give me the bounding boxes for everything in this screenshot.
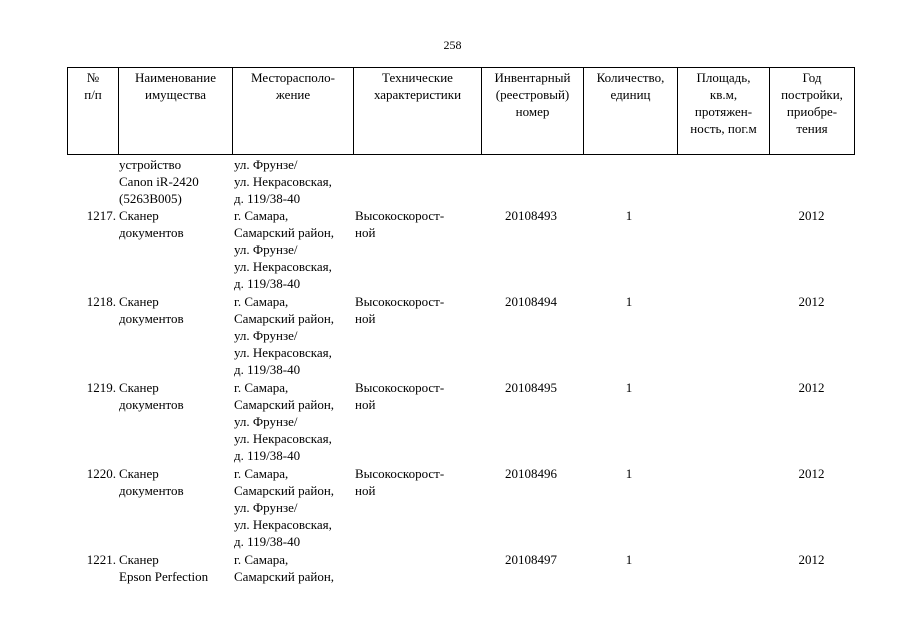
text-line: ной	[355, 397, 376, 412]
row-inventory-number: 20108493	[505, 208, 557, 223]
text-line: Месторасполо-	[251, 70, 335, 85]
table-row	[67, 207, 854, 293]
text-line: жение	[275, 87, 311, 102]
row-name	[119, 207, 231, 241]
text-line: Высокоскорост-	[355, 294, 445, 309]
row-inventory-number: 20108495	[505, 380, 557, 395]
header-cell-area	[678, 68, 770, 155]
text-line: ул. Некрасовская,	[234, 345, 332, 360]
text-line: характеристики	[373, 87, 462, 102]
text-line: ул. Некрасовская,	[234, 259, 332, 274]
row-name	[119, 293, 231, 327]
text-line: №	[86, 70, 100, 85]
text-line: Инвентарный	[494, 70, 571, 85]
text-line: ул. Фрунзе/	[234, 414, 298, 429]
row-quantity: 1	[625, 552, 633, 567]
row-name	[119, 465, 231, 499]
row-inventory-number: 20108496	[505, 466, 557, 481]
inventory-table-header	[67, 67, 855, 155]
row-inventory-number: 20108497	[505, 552, 557, 567]
text-line: ул. Некрасовская,	[234, 431, 332, 446]
row-location	[234, 293, 352, 378]
continuation-row	[67, 156, 854, 207]
header-cell-technical	[354, 68, 482, 155]
text-line: устройство	[119, 157, 182, 172]
row-number: 1219.	[86, 380, 116, 395]
text-line: Canon iR-2420	[119, 174, 199, 189]
text-line: Сканер	[119, 552, 159, 567]
text-line: г. Самара,	[234, 294, 289, 309]
row-year: 2012	[798, 466, 825, 481]
text-line: Сканер	[119, 466, 159, 481]
row-number: 1220.	[86, 466, 116, 481]
text-line: (5263B005)	[119, 191, 182, 206]
row-number: 1217.	[86, 208, 116, 223]
text-line: ул. Некрасовская,	[234, 517, 332, 532]
text-line: Количество,	[596, 70, 665, 85]
header-cell-location	[233, 68, 354, 155]
row-year: 2012	[798, 552, 825, 567]
text-line: ул. Фрунзе/	[234, 328, 298, 343]
inventory-table-body	[67, 156, 854, 591]
text-line: ной	[355, 483, 376, 498]
row-year: 2012	[798, 208, 825, 223]
text-line: ул. Фрунзе/	[234, 500, 298, 515]
text-line: г. Самара,	[234, 208, 289, 223]
text-line: г. Самара,	[234, 466, 289, 481]
text-line: д. 119/38-40	[234, 276, 301, 291]
row-location	[234, 465, 352, 550]
text-line: Высокоскорост-	[355, 208, 445, 223]
text-line: документов	[119, 397, 184, 412]
text-line: Наименование	[135, 70, 216, 85]
text-line: документов	[119, 483, 184, 498]
row-location	[234, 379, 352, 464]
text-line: (реестровый)	[495, 87, 570, 102]
text-line: п/п	[84, 87, 102, 102]
text-line: кв.м,	[709, 87, 738, 102]
text-line: Технические	[382, 70, 453, 85]
text-line: Самарский район,	[234, 569, 335, 584]
row-name	[119, 379, 231, 413]
text-line: Epson Perfection	[119, 569, 209, 584]
text-line: Самарский район,	[234, 225, 335, 240]
table-row	[67, 293, 854, 379]
text-line: Год	[802, 70, 822, 85]
row-technical	[355, 207, 480, 241]
text-line: г. Самара,	[234, 552, 289, 567]
text-line: документов	[119, 311, 184, 326]
row-technical	[355, 465, 480, 499]
text-line: д. 119/38-40	[234, 362, 301, 377]
text-line: ной	[355, 225, 376, 240]
text-line: Самарский район,	[234, 311, 335, 326]
text-line: Сканер	[119, 208, 159, 223]
row-quantity: 1	[625, 294, 633, 309]
text-line: д. 119/38-40	[234, 534, 301, 549]
text-line: г. Самара,	[234, 380, 289, 395]
text-line: приобре-	[786, 104, 838, 119]
table-row	[67, 465, 854, 551]
text-line: единиц	[610, 87, 651, 102]
row-name	[119, 551, 231, 585]
text-line: протяжен-	[694, 104, 753, 119]
text-line: Высокоскорост-	[355, 466, 445, 481]
row-technical	[355, 379, 480, 413]
continuation-name	[119, 156, 231, 207]
table-row	[67, 379, 854, 465]
header-cell-quantity	[584, 68, 678, 155]
text-line: ной	[355, 311, 376, 326]
header-row	[68, 68, 855, 155]
text-line: ул. Некрасовская,	[234, 174, 332, 189]
header-cell-number	[68, 68, 119, 155]
row-number: 1218.	[86, 294, 116, 309]
row-quantity: 1	[625, 380, 633, 395]
text-line: Сканер	[119, 294, 159, 309]
continuation-location	[234, 156, 352, 207]
page-number: 258	[443, 38, 462, 52]
text-line: тения	[796, 121, 828, 136]
row-location	[234, 207, 352, 292]
text-line: документов	[119, 225, 184, 240]
row-year: 2012	[798, 294, 825, 309]
text-line: номер	[515, 104, 550, 119]
row-location	[234, 551, 352, 585]
row-quantity: 1	[625, 466, 633, 481]
header-cell-inventory	[482, 68, 584, 155]
text-line: имущества	[145, 87, 206, 102]
text-line: постройки,	[781, 87, 843, 102]
text-line: ул. Фрунзе/	[234, 157, 298, 172]
text-line: Высокоскорост-	[355, 380, 445, 395]
text-line: Площадь,	[696, 70, 751, 85]
text-line: Самарский район,	[234, 483, 335, 498]
text-line: ул. Фрунзе/	[234, 242, 298, 257]
row-year: 2012	[798, 380, 825, 395]
text-line: д. 119/38-40	[234, 448, 301, 463]
row-quantity: 1	[625, 208, 633, 223]
text-line: ность, пог.м	[690, 121, 757, 136]
table-row	[67, 551, 854, 591]
text-line: Самарский район,	[234, 397, 335, 412]
row-technical	[355, 293, 480, 327]
header-cell-name	[119, 68, 233, 155]
header-cell-year	[770, 68, 855, 155]
text-line: д. 119/38-40	[234, 191, 301, 206]
row-inventory-number: 20108494	[505, 294, 557, 309]
row-number: 1221.	[86, 552, 116, 567]
text-line: Сканер	[119, 380, 159, 395]
